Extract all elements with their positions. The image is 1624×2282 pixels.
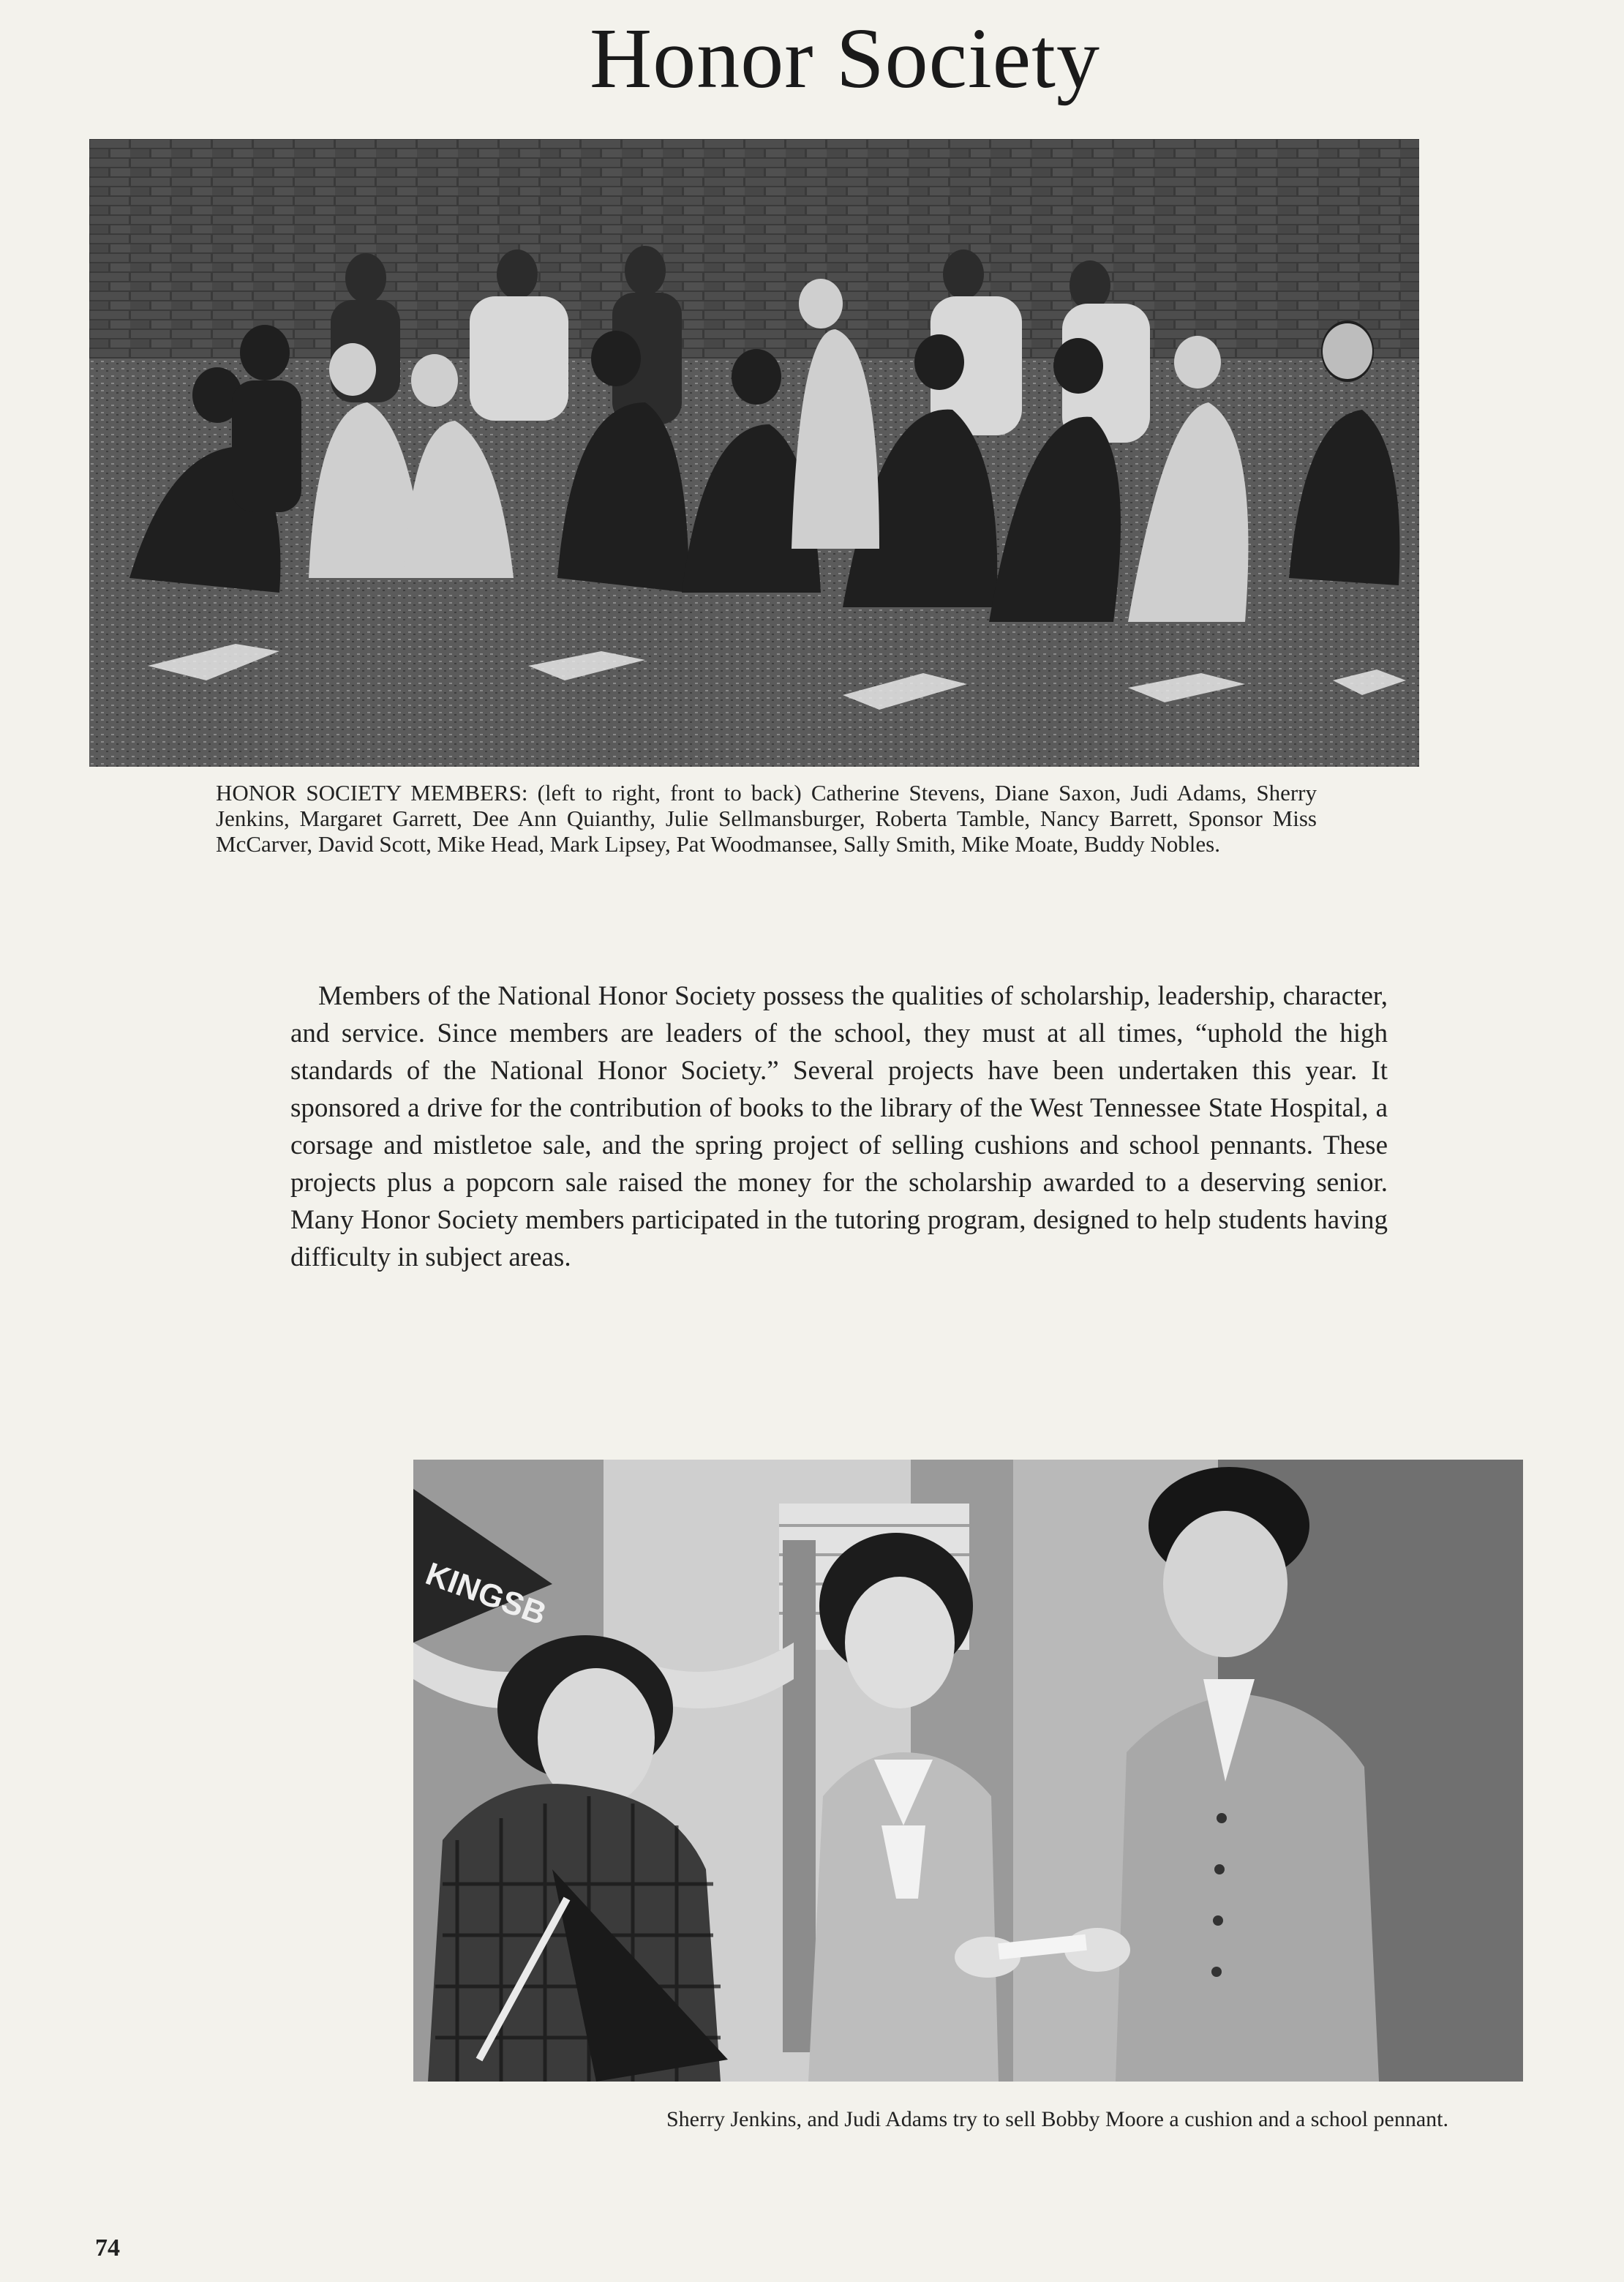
article-body — [290, 977, 1388, 1276]
group-photo — [89, 139, 1419, 767]
sale-photo-caption: Sherry Jenkins, and Judi Adams try to sell Bobby Moore a cushion and a school pennant. — [666, 2107, 1448, 2131]
sale-photo — [413, 1460, 1523, 2082]
article-text: Members of the National Honor Society possess the qualities of scholarship, leadership, character, and service. Since members are leaders of the school, they must at all times, “uphold the high standards of the National Honor Society.” Several projects have been undertaken this year. It sponsored a drive for the contribution of books to the library of the West Tennessee State Hospital, a corsage and mistletoe sale, and the spring project of selling cushions and school pennants. These projects plus a popcorn sale raised the money for the scholarship awarded to a deserving senior. Many Honor Society members participated in the tutoring program, designed to help students having difficulty in subject areas. — [290, 981, 1388, 1272]
group-photo-caption: HONOR SOCIETY MEMBERS: (left to right, front to back) Catherine Stevens, Diane Saxon, Judi Adams, Sherry Jenkins, Margaret Garrett, Dee Ann Quianthy, Julie Sellmansburger, Roberta Tamble, Nancy Barrett, Sponsor Miss McCarver, David Scott, Mike Head, Mark Lipsey, Pat Woodmansee, Sally Smith, Mike Moate, Buddy Nobles. — [216, 780, 1317, 857]
pennant-lettering: KINGSB — [421, 1555, 552, 1632]
page-title: Honor Society — [590, 10, 1100, 106]
group-photo-image — [89, 139, 1419, 767]
page-number: 74 — [95, 2234, 120, 2262]
sale-photo-image — [413, 1460, 1523, 2082]
